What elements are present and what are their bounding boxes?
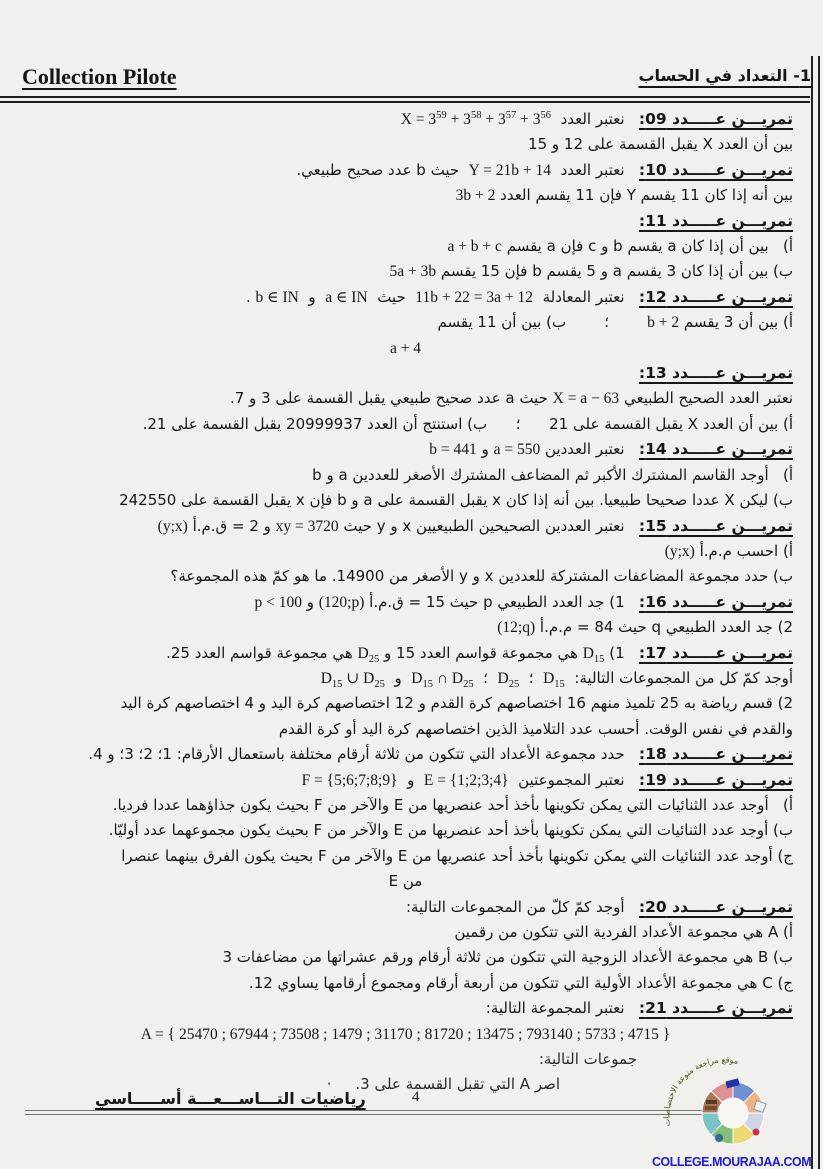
exercise-heading-line	[18, 996, 793, 1021]
exercise-line: 2) قسم رياضة به 25 تلميذ منهم 16 اختصاصهم كرة القدم و 12 اختصاصهم كرة اليد و 4 اختصاصهم كرة اليد	[120, 694, 793, 713]
exercise-heading-line	[18, 514, 793, 539]
exercise-list	[18, 107, 793, 1098]
exercise-line: والقدم في نفس الوقت. أحسب عدد التلاميذ الذين اختصاصهم كرة اليد أو كرة القدم	[278, 719, 793, 738]
exercise-heading: تمريـــن عـــــدد 12:	[638, 287, 793, 306]
exercise-line: ب) بين أن إذا كان 3 يقسم a و 5 يقسم b فإن 15 يقسم 5a + 3b	[389, 262, 793, 281]
exercise-heading: تمريـــن عـــــدد 19:	[638, 770, 793, 789]
footer-course: رياضيات التـــاســـعـــة أســـــاسي	[95, 1089, 366, 1108]
exercise-intro: نعتبر المجموعتين E = {1;2;3;4} و F = {5;6;7;8;9}	[301, 770, 625, 789]
exercise-intro: نعتبر العددين الصحيحين الطبيعيين x و y حيث xy = 3720 و 2 = ق.م.أ (y;x)	[157, 516, 625, 535]
exercise-line: بين أنه إذا كان 11 يقسم Y فإن 11 يقسم العدد 3b + 2	[455, 186, 793, 205]
exercise-intro: 1) $D_{15}$ هي مجموعة قواسم العدد 15 و $D_{25}$ هي مجموعة قواسم العدد 25.	[166, 643, 625, 665]
exercise-intro: نعتبر العددين a = 550 و b = 441	[429, 440, 625, 459]
exercise-heading: تمريـــن عـــــدد 18:	[638, 745, 793, 764]
exercise-line: أ) أوجد القاسم المشترك الأكبر ثم المضاعف المشترك الأصغر للعددين a و b	[312, 465, 793, 484]
exercise-intro: نعتبر العدد Y = 21b + 14 حيث b عدد صحيح طبيعي.	[296, 160, 625, 179]
exercise-line: نعتبر العدد الصحيح الطبيعي X = a − 63 حيث a عدد صحيح طبيعي يقبل القسمة على 3 و 7.	[229, 389, 793, 408]
exercise-line: أ) A هي مجموعة الأعداد الفردية التي تتكون من رقمين	[454, 923, 793, 941]
exercise-heading-line	[18, 209, 793, 234]
exercise-heading: تمريـــن عـــــدد 16:	[638, 592, 793, 611]
site-logo	[648, 1056, 812, 1169]
exercise-line: a + 4	[389, 339, 422, 357]
footer-rule	[25, 1110, 705, 1115]
exercise-line: ج) أوجد عدد الثنائيات التي يمكن تكوينها بأخذ أحد عنصريها من E والآخر من F بحيث يكون الفرق بينهما عنصرا	[121, 846, 793, 865]
exercise-line: أوجد كمّ كل من المجموعات التالية: $D_{15}$ ؛ $D_{25}$ ؛ $D_{15}$ ∩ $D_{25}$ و $D_{15}$ ∪ $D_{25}$	[320, 668, 793, 691]
exercise-heading-line	[18, 437, 793, 462]
exercise-heading-line	[18, 590, 793, 615]
exercise-line: ج) C هي مجموعة الأعداد الأولية التي تتكون من أربعة أرقام ومجموع أرقامها يساوي 12.	[248, 973, 793, 992]
logo-arc-text: موقع مراجعة منوعة الاختصاصات	[662, 1056, 740, 1127]
exercise-heading: تمريـــن عـــــدد 14:	[638, 440, 793, 459]
exercise-heading-line	[18, 107, 793, 132]
collection-title: Collection Pilote	[22, 64, 177, 89]
exercise-line: جموعات التالية:	[538, 1050, 637, 1069]
exercise-intro: نعتبر المجموعة التالية:	[485, 999, 625, 1018]
exercise-line: A = { 25470 ; 67944 ; 73508 ; 1479 ; 31170 ; 81720 ; 13475 ; 793140 ; 5733 ; 4715 }	[140, 1025, 671, 1043]
exercise-heading: تمريـــن عـــــدد 11:	[638, 211, 793, 230]
exercise-line: أ) بين أن إذا كان a يقسم b و c فإن a يقسم a + b + c	[447, 237, 793, 256]
exercise-heading: تمريـــن عـــــدد 17:	[638, 643, 793, 662]
site-url: COLLEGE.MOURAJAA.COM	[652, 1154, 812, 1169]
exercise-heading: تمريـــن عـــــدد 15:	[638, 516, 793, 535]
exercise-line: أ) بين أن العدد X يقبل القسمة على 21 ؛ ب) استنتج أن العدد 20999937 يقبل القسمة على 21.	[142, 414, 793, 433]
exercise-line: من E	[388, 872, 423, 891]
exercise-line: بين أن العدد X يقبل القسمة على 12 و 15	[528, 135, 793, 154]
exercise-heading: تمريـــن عـــــدد 20:	[638, 897, 793, 916]
exercise-intro: حدد مجموعة الأعداد التي تتكون من ثلاثة أرقام مختلفة باستعمال الأرقام: 1؛ 2؛ 3؛ و 4.	[88, 745, 625, 764]
exercise-heading-line	[18, 361, 793, 386]
exercise-intro: نعتبر المعادلة 11b + 22 = 3a + 12 حيث a ∈ IN و b ∈ IN .	[245, 287, 625, 306]
page-number: 4	[412, 1089, 420, 1105]
exercise-heading: تمريـــن عـــــدد 10:	[638, 160, 793, 179]
exercise-heading-line	[18, 768, 793, 793]
exercise-heading: تمريـــن عـــــدد 09:	[638, 110, 793, 128]
exercise-line: ب) أوجد عدد الثنائيات التي يمكن تكوينها بأخذ أحد عنصريها من E والآخر من F بحيث يكون مجموعهما عدد أوليّا.	[108, 821, 793, 840]
chapter-title: 1- التعداد في الحساب	[638, 66, 811, 85]
exercise-heading-line	[18, 158, 793, 183]
exercise-line: ب) ليكن X عددا صحيحا طبيعيا. بين أنه إذا كان x يقبل القسمة على a و b فإن x يقبل القسمة على 242550	[119, 491, 793, 510]
exercise-heading-line	[18, 285, 793, 310]
exercise-line: أ) احسب م.م.أ (y;x)	[664, 541, 793, 560]
logo-ring-icon	[648, 1056, 808, 1152]
exercise-line: أ) بين أن 3 يقسم b + 2 ؛ ب) بين أن 11 يقسم	[437, 313, 793, 332]
page-border	[811, 56, 820, 1169]
exercise-line: 2) جد العدد الطبيعي q حيث 84 = م.م.أ (12;q)	[497, 618, 793, 637]
exercise-heading-line	[18, 742, 793, 767]
exercise-intro: نعتبر العدد $X = 3^{59} + 3^{58} + 3^{57} + 3^{56}$	[400, 109, 625, 128]
exercise-intro: أوجد كمّ كلّ من المجموعات التالية:	[405, 897, 625, 916]
exercise-line: أ) أوجد عدد الثنائيات التي يمكن تكوينها بأخذ أحد عنصريها من E والآخر من F بحيث يكون جذاؤهما عددا فرديا.	[112, 795, 793, 814]
header-rule	[0, 96, 810, 103]
exercise-intro: 1) جد العدد الطبيعي p حيث 15 = ق.م.أ (120;p) و p < 100	[254, 592, 625, 611]
exercise-heading-line	[18, 641, 793, 666]
exercise-line: اصر A التي تقبل القسمة على 3. ·	[326, 1075, 560, 1094]
exercise-line: ب) B هي مجموعة الأعداد الزوجية التي تتكون من ثلاثة أرقام ورقم عشراتها من مضاعفات 3	[222, 948, 793, 967]
exercise-heading-line	[18, 895, 793, 920]
exercise-heading: تمريـــن عـــــدد 13:	[638, 364, 793, 383]
exercise-heading: تمريـــن عـــــدد 21:	[638, 999, 793, 1018]
exercise-line: ب) حدد مجموعة المضاعفات المشتركة للعددين x و y الأصغر من 14900. ما هو كمّ هذه المجموعة؟	[170, 567, 793, 586]
